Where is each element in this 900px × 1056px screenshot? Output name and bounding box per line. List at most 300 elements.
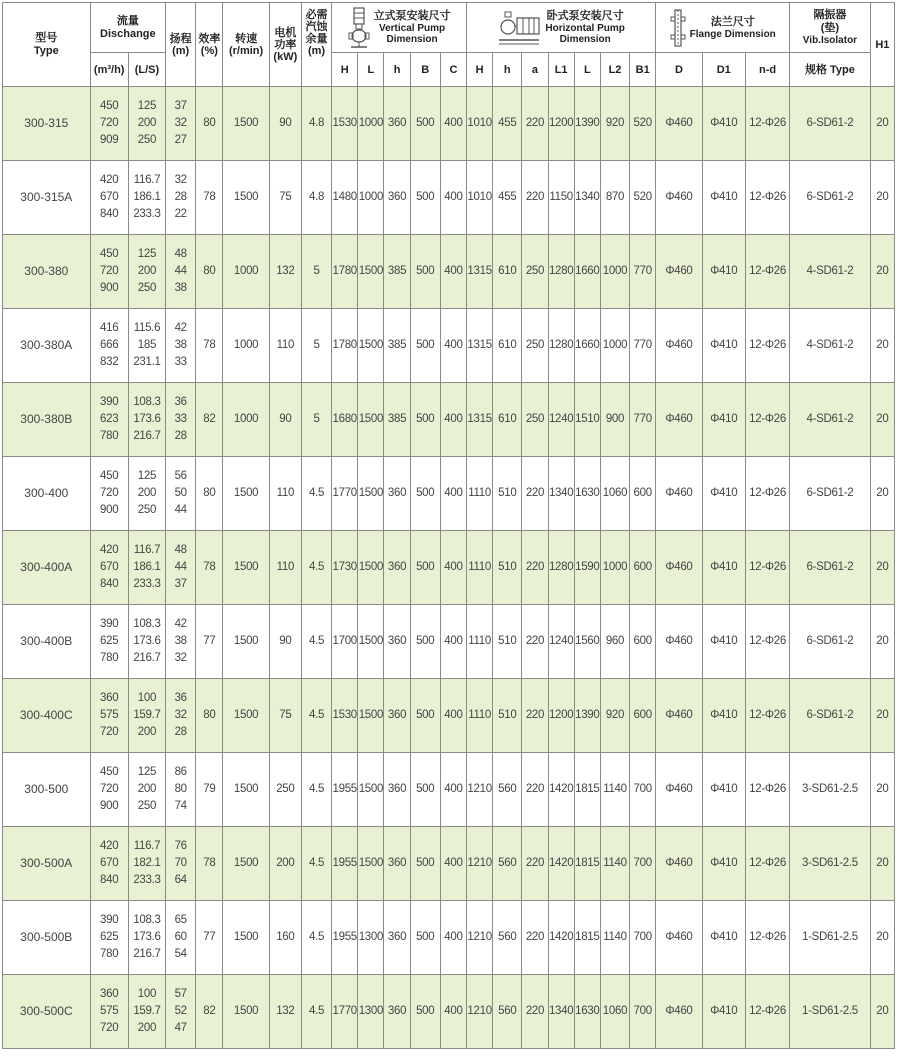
cell-ls: 108.3 173.6 216.7 [128,605,165,679]
cell-h1: 20 [870,975,894,1049]
cell-D1: Φ410 [702,531,745,605]
cell-hL1: 1420 [548,753,574,827]
cell-hB1: 600 [630,605,656,679]
cell-D1: Φ410 [702,235,745,309]
cell-head: 42 38 32 [166,605,196,679]
header-power: 电机 功率 (kW) [269,3,301,87]
cell-hH: 1110 [467,531,493,605]
cell-head: 56 50 44 [166,457,196,531]
cell-npsh: 4.5 [301,605,331,679]
cell-hB1: 520 [630,87,656,161]
cell-power: 250 [269,753,301,827]
cell-vL: 1500 [358,457,384,531]
cell-vh: 360 [384,827,410,901]
cell-D: Φ460 [656,161,702,235]
header-vertical-cn: 立式泵安装尺寸 [373,10,451,22]
cell-vh: 360 [384,457,410,531]
cell-ls: 125 200 250 [128,235,165,309]
cell-iso: 4-SD61-2 [790,309,871,383]
cell-speed: 1000 [223,309,269,383]
cell-vC: 400 [440,457,466,531]
cell-hL1: 1340 [548,457,574,531]
cell-hH: 1010 [467,87,493,161]
cell-npsh: 5 [301,235,331,309]
header-horizontal-cn: 卧式泵安装尺寸 [546,10,624,22]
cell-iso: 6-SD61-2 [790,679,871,753]
cell-h1: 20 [870,457,894,531]
cell-hH: 1110 [467,679,493,753]
cell-hL2: 1000 [600,531,629,605]
cell-m3h: 360 575 720 [90,679,128,753]
cell-ls: 125 200 250 [128,457,165,531]
cell-vB: 500 [410,383,440,457]
cell-vh: 385 [384,235,410,309]
cell-head: 36 33 28 [166,383,196,457]
header-isolator-type: 规格 Type [790,53,871,87]
cell-vL: 1500 [358,605,384,679]
cell-hh: 455 [493,87,522,161]
cell-hh: 610 [493,309,522,383]
cell-head: 76 70 64 [166,827,196,901]
cell-hh: 510 [493,605,522,679]
cell-nd: 12-Φ26 [745,161,789,235]
cell-vB: 500 [410,87,440,161]
cell-hL2: 920 [600,679,629,753]
cell-model: 300-380A [3,309,91,383]
cell-hh: 455 [493,161,522,235]
cell-hB1: 600 [630,457,656,531]
cell-hH: 1315 [467,235,493,309]
cell-speed: 1500 [223,827,269,901]
flange-icon [670,9,686,47]
cell-speed: 1500 [223,605,269,679]
cell-hL1: 1420 [548,901,574,975]
header-vertical [332,3,467,53]
cell-npsh: 4.5 [301,975,331,1049]
cell-hL: 1340 [574,161,600,235]
cell-D1: Φ410 [702,87,745,161]
cell-D: Φ460 [656,235,702,309]
header-f-D1: D1 [702,53,745,87]
cell-iso: 6-SD61-2 [790,531,871,605]
cell-vC: 400 [440,235,466,309]
cell-ha: 220 [522,827,548,901]
header-flange-en: Flange Dimension [689,28,776,40]
cell-hL2: 1140 [600,901,629,975]
cell-npsh: 4.8 [301,87,331,161]
cell-hL: 1815 [574,753,600,827]
cell-vH: 1480 [332,161,358,235]
cell-vC: 400 [440,975,466,1049]
cell-D1: Φ410 [702,383,745,457]
header-h-L2: L2 [600,53,629,87]
cell-eff: 77 [196,605,223,679]
cell-h1: 20 [870,235,894,309]
cell-eff: 80 [196,235,223,309]
cell-power: 90 [269,605,301,679]
cell-D: Φ460 [656,753,702,827]
cell-D: Φ460 [656,87,702,161]
table-row [3,901,895,975]
cell-hL: 1390 [574,87,600,161]
cell-model: 300-400B [3,605,91,679]
cell-h1: 20 [870,827,894,901]
cell-vB: 500 [410,531,440,605]
cell-D: Φ460 [656,531,702,605]
cell-hh: 610 [493,235,522,309]
header-v-C: C [440,53,466,87]
cell-model: 300-500 [3,753,91,827]
header-flange-cn: 法兰尺寸 [710,15,755,28]
header-f-D: D [656,53,702,87]
cell-ha: 220 [522,457,548,531]
cell-hH: 1210 [467,753,493,827]
cell-npsh: 4.5 [301,679,331,753]
cell-hL2: 1000 [600,309,629,383]
cell-npsh: 4.5 [301,753,331,827]
cell-iso: 3-SD61-2.5 [790,753,871,827]
cell-iso: 3-SD61-2.5 [790,827,871,901]
header-h1: H1 [870,3,894,87]
cell-vh: 360 [384,605,410,679]
cell-ls: 125 200 250 [128,87,165,161]
cell-iso: 6-SD61-2 [790,161,871,235]
cell-npsh: 4.8 [301,161,331,235]
cell-ha: 220 [522,605,548,679]
cell-vH: 1770 [332,457,358,531]
cell-vB: 500 [410,605,440,679]
cell-hh: 560 [493,901,522,975]
cell-hL1: 1240 [548,605,574,679]
cell-vL: 1500 [358,383,384,457]
table-row [3,309,895,383]
cell-nd: 12-Φ26 [745,235,789,309]
cell-D1: Φ410 [702,161,745,235]
cell-hB1: 770 [630,309,656,383]
cell-speed: 1500 [223,753,269,827]
cell-head: 48 44 38 [166,235,196,309]
cell-nd: 12-Φ26 [745,531,789,605]
cell-hL2: 960 [600,605,629,679]
cell-vL: 1300 [358,901,384,975]
cell-model: 300-380 [3,235,91,309]
cell-vL: 1000 [358,87,384,161]
cell-model: 300-500A [3,827,91,901]
cell-power: 160 [269,901,301,975]
cell-nd: 12-Φ26 [745,87,789,161]
cell-vh: 360 [384,975,410,1049]
cell-hh: 610 [493,383,522,457]
cell-m3h: 390 625 780 [90,605,128,679]
cell-speed: 1500 [223,87,269,161]
cell-m3h: 420 670 840 [90,827,128,901]
cell-head: 42 38 33 [166,309,196,383]
cell-hL1: 1240 [548,383,574,457]
header-unit-m3h: (m³/h) [90,53,128,87]
header-v-L: L [358,53,384,87]
cell-nd: 12-Φ26 [745,309,789,383]
cell-h1: 20 [870,753,894,827]
cell-vH: 1955 [332,753,358,827]
cell-hL: 1630 [574,457,600,531]
cell-speed: 1000 [223,235,269,309]
cell-D: Φ460 [656,457,702,531]
header-v-B: B [410,53,440,87]
cell-hH: 1315 [467,309,493,383]
cell-vL: 1500 [358,531,384,605]
cell-hh: 510 [493,457,522,531]
cell-hB1: 770 [630,383,656,457]
cell-power: 110 [269,531,301,605]
cell-ls: 125 200 250 [128,753,165,827]
cell-vB: 500 [410,235,440,309]
header-f-nd: n-d [745,53,789,87]
vertical-pump-icon [348,7,370,49]
cell-vL: 1000 [358,161,384,235]
cell-vH: 1780 [332,235,358,309]
cell-power: 200 [269,827,301,901]
cell-vC: 400 [440,531,466,605]
cell-eff: 82 [196,383,223,457]
cell-ha: 250 [522,235,548,309]
header-h-B1: B1 [630,53,656,87]
cell-vH: 1780 [332,309,358,383]
cell-hL: 1560 [574,605,600,679]
cell-vL: 1500 [358,309,384,383]
cell-vC: 400 [440,605,466,679]
cell-hH: 1210 [467,901,493,975]
header-h-L1: L1 [548,53,574,87]
cell-m3h: 416 666 832 [90,309,128,383]
table-body [3,87,895,1049]
cell-hL: 1815 [574,901,600,975]
cell-hL1: 1150 [548,161,574,235]
cell-power: 110 [269,309,301,383]
cell-speed: 1500 [223,901,269,975]
cell-ha: 220 [522,161,548,235]
cell-speed: 1500 [223,531,269,605]
cell-h1: 20 [870,605,894,679]
cell-power: 75 [269,679,301,753]
cell-ls: 116.7 182.1 233.3 [128,827,165,901]
pump-spec-table [2,2,895,1049]
cell-vH: 1955 [332,901,358,975]
cell-h1: 20 [870,309,894,383]
cell-m3h: 360 575 720 [90,975,128,1049]
cell-vh: 360 [384,679,410,753]
table-row [3,87,895,161]
cell-D1: Φ410 [702,457,745,531]
cell-hB1: 700 [630,901,656,975]
cell-hL: 1815 [574,827,600,901]
cell-D: Φ460 [656,605,702,679]
cell-m3h: 390 625 780 [90,901,128,975]
cell-D1: Φ410 [702,901,745,975]
header-horizontal [467,3,656,53]
cell-head: 32 28 22 [166,161,196,235]
cell-h1: 20 [870,901,894,975]
cell-hB1: 600 [630,679,656,753]
cell-vB: 500 [410,309,440,383]
cell-iso: 1-SD61-2.5 [790,975,871,1049]
cell-hL2: 1060 [600,975,629,1049]
cell-ls: 115.6 185 231.1 [128,309,165,383]
cell-ha: 220 [522,679,548,753]
cell-eff: 78 [196,309,223,383]
cell-eff: 78 [196,531,223,605]
cell-vH: 1530 [332,679,358,753]
cell-m3h: 390 623 780 [90,383,128,457]
cell-hL1: 1280 [548,235,574,309]
cell-eff: 79 [196,753,223,827]
cell-vL: 1500 [358,235,384,309]
cell-D: Φ460 [656,827,702,901]
header-isolator-cn: 隔振器 (垫) [813,9,847,34]
cell-nd: 12-Φ26 [745,383,789,457]
table-row [3,975,895,1049]
cell-h1: 20 [870,87,894,161]
cell-vh: 360 [384,161,410,235]
cell-vH: 1700 [332,605,358,679]
cell-D1: Φ410 [702,753,745,827]
header-efficiency: 效率 (%) [196,3,223,87]
cell-iso: 4-SD61-2 [790,383,871,457]
header-isolator [790,3,871,53]
cell-D: Φ460 [656,383,702,457]
table-row [3,161,895,235]
cell-vh: 360 [384,901,410,975]
cell-power: 132 [269,975,301,1049]
cell-vH: 1730 [332,531,358,605]
cell-vC: 400 [440,309,466,383]
cell-h1: 20 [870,161,894,235]
cell-hB1: 700 [630,975,656,1049]
cell-nd: 12-Φ26 [745,753,789,827]
cell-ha: 220 [522,87,548,161]
cell-hL: 1390 [574,679,600,753]
cell-D: Φ460 [656,975,702,1049]
cell-head: 57 52 47 [166,975,196,1049]
header-h-H: H [467,53,493,87]
cell-hL: 1590 [574,531,600,605]
header-h-L: L [574,53,600,87]
header-head: 扬程 (m) [166,3,196,87]
cell-hL: 1660 [574,309,600,383]
header-model [3,3,91,87]
cell-hH: 1315 [467,383,493,457]
cell-iso: 6-SD61-2 [790,87,871,161]
header-model-en: Type [33,44,59,57]
cell-ls: 116.7 186.1 233.3 [128,161,165,235]
cell-eff: 80 [196,457,223,531]
cell-vH: 1530 [332,87,358,161]
cell-hL1: 1200 [548,679,574,753]
cell-h1: 20 [870,679,894,753]
cell-ha: 220 [522,531,548,605]
cell-hL2: 870 [600,161,629,235]
cell-speed: 1500 [223,457,269,531]
cell-head: 36 32 28 [166,679,196,753]
cell-vB: 500 [410,161,440,235]
cell-head: 48 44 37 [166,531,196,605]
header-horizontal-en: Horizontal Pump Dimension [545,23,625,45]
cell-D1: Φ410 [702,679,745,753]
cell-npsh: 4.5 [301,531,331,605]
cell-ls: 100 159.7 200 [128,679,165,753]
cell-ha: 220 [522,975,548,1049]
header-flow-en: Dischange [100,27,156,40]
cell-h1: 20 [870,383,894,457]
table-row [3,457,895,531]
table-row [3,235,895,309]
header-h-h: h [493,53,522,87]
cell-vL: 1300 [358,975,384,1049]
cell-vB: 500 [410,679,440,753]
cell-iso: 4-SD61-2 [790,235,871,309]
cell-D: Φ460 [656,309,702,383]
cell-hh: 560 [493,827,522,901]
cell-model: 300-400 [3,457,91,531]
cell-hL: 1510 [574,383,600,457]
cell-eff: 77 [196,901,223,975]
table-row [3,605,895,679]
cell-power: 75 [269,161,301,235]
cell-hL2: 920 [600,87,629,161]
cell-hh: 560 [493,753,522,827]
cell-hH: 1210 [467,975,493,1049]
cell-hh: 560 [493,975,522,1049]
cell-nd: 12-Φ26 [745,457,789,531]
header-npsh: 必需 汽蚀 余量 (m) [301,3,331,87]
table-row [3,753,895,827]
cell-hB1: 700 [630,753,656,827]
cell-eff: 80 [196,679,223,753]
cell-nd: 12-Φ26 [745,827,789,901]
header-speed: 转速 (r/min) [223,3,269,87]
table-row [3,827,895,901]
cell-D1: Φ410 [702,975,745,1049]
cell-model: 300-500C [3,975,91,1049]
cell-vB: 500 [410,975,440,1049]
cell-hB1: 700 [630,827,656,901]
cell-model: 300-500B [3,901,91,975]
cell-vC: 400 [440,87,466,161]
cell-hL: 1630 [574,975,600,1049]
table-header [3,3,895,87]
cell-hH: 1110 [467,605,493,679]
cell-head: 37 32 27 [166,87,196,161]
cell-model: 300-380B [3,383,91,457]
cell-m3h: 450 720 909 [90,87,128,161]
cell-eff: 78 [196,827,223,901]
cell-m3h: 420 670 840 [90,531,128,605]
cell-vB: 500 [410,753,440,827]
cell-ls: 108.3 173.6 216.7 [128,383,165,457]
cell-power: 90 [269,383,301,457]
cell-hH: 1010 [467,161,493,235]
cell-ls: 108.3 173.6 216.7 [128,901,165,975]
cell-vC: 400 [440,679,466,753]
cell-ha: 220 [522,753,548,827]
cell-model: 300-315A [3,161,91,235]
cell-hB1: 520 [630,161,656,235]
cell-head: 65 60 54 [166,901,196,975]
header-model-cn: 型号 [35,31,58,44]
cell-hL2: 1140 [600,753,629,827]
header-flow [90,3,166,53]
header-h-a: a [522,53,548,87]
cell-vB: 500 [410,827,440,901]
